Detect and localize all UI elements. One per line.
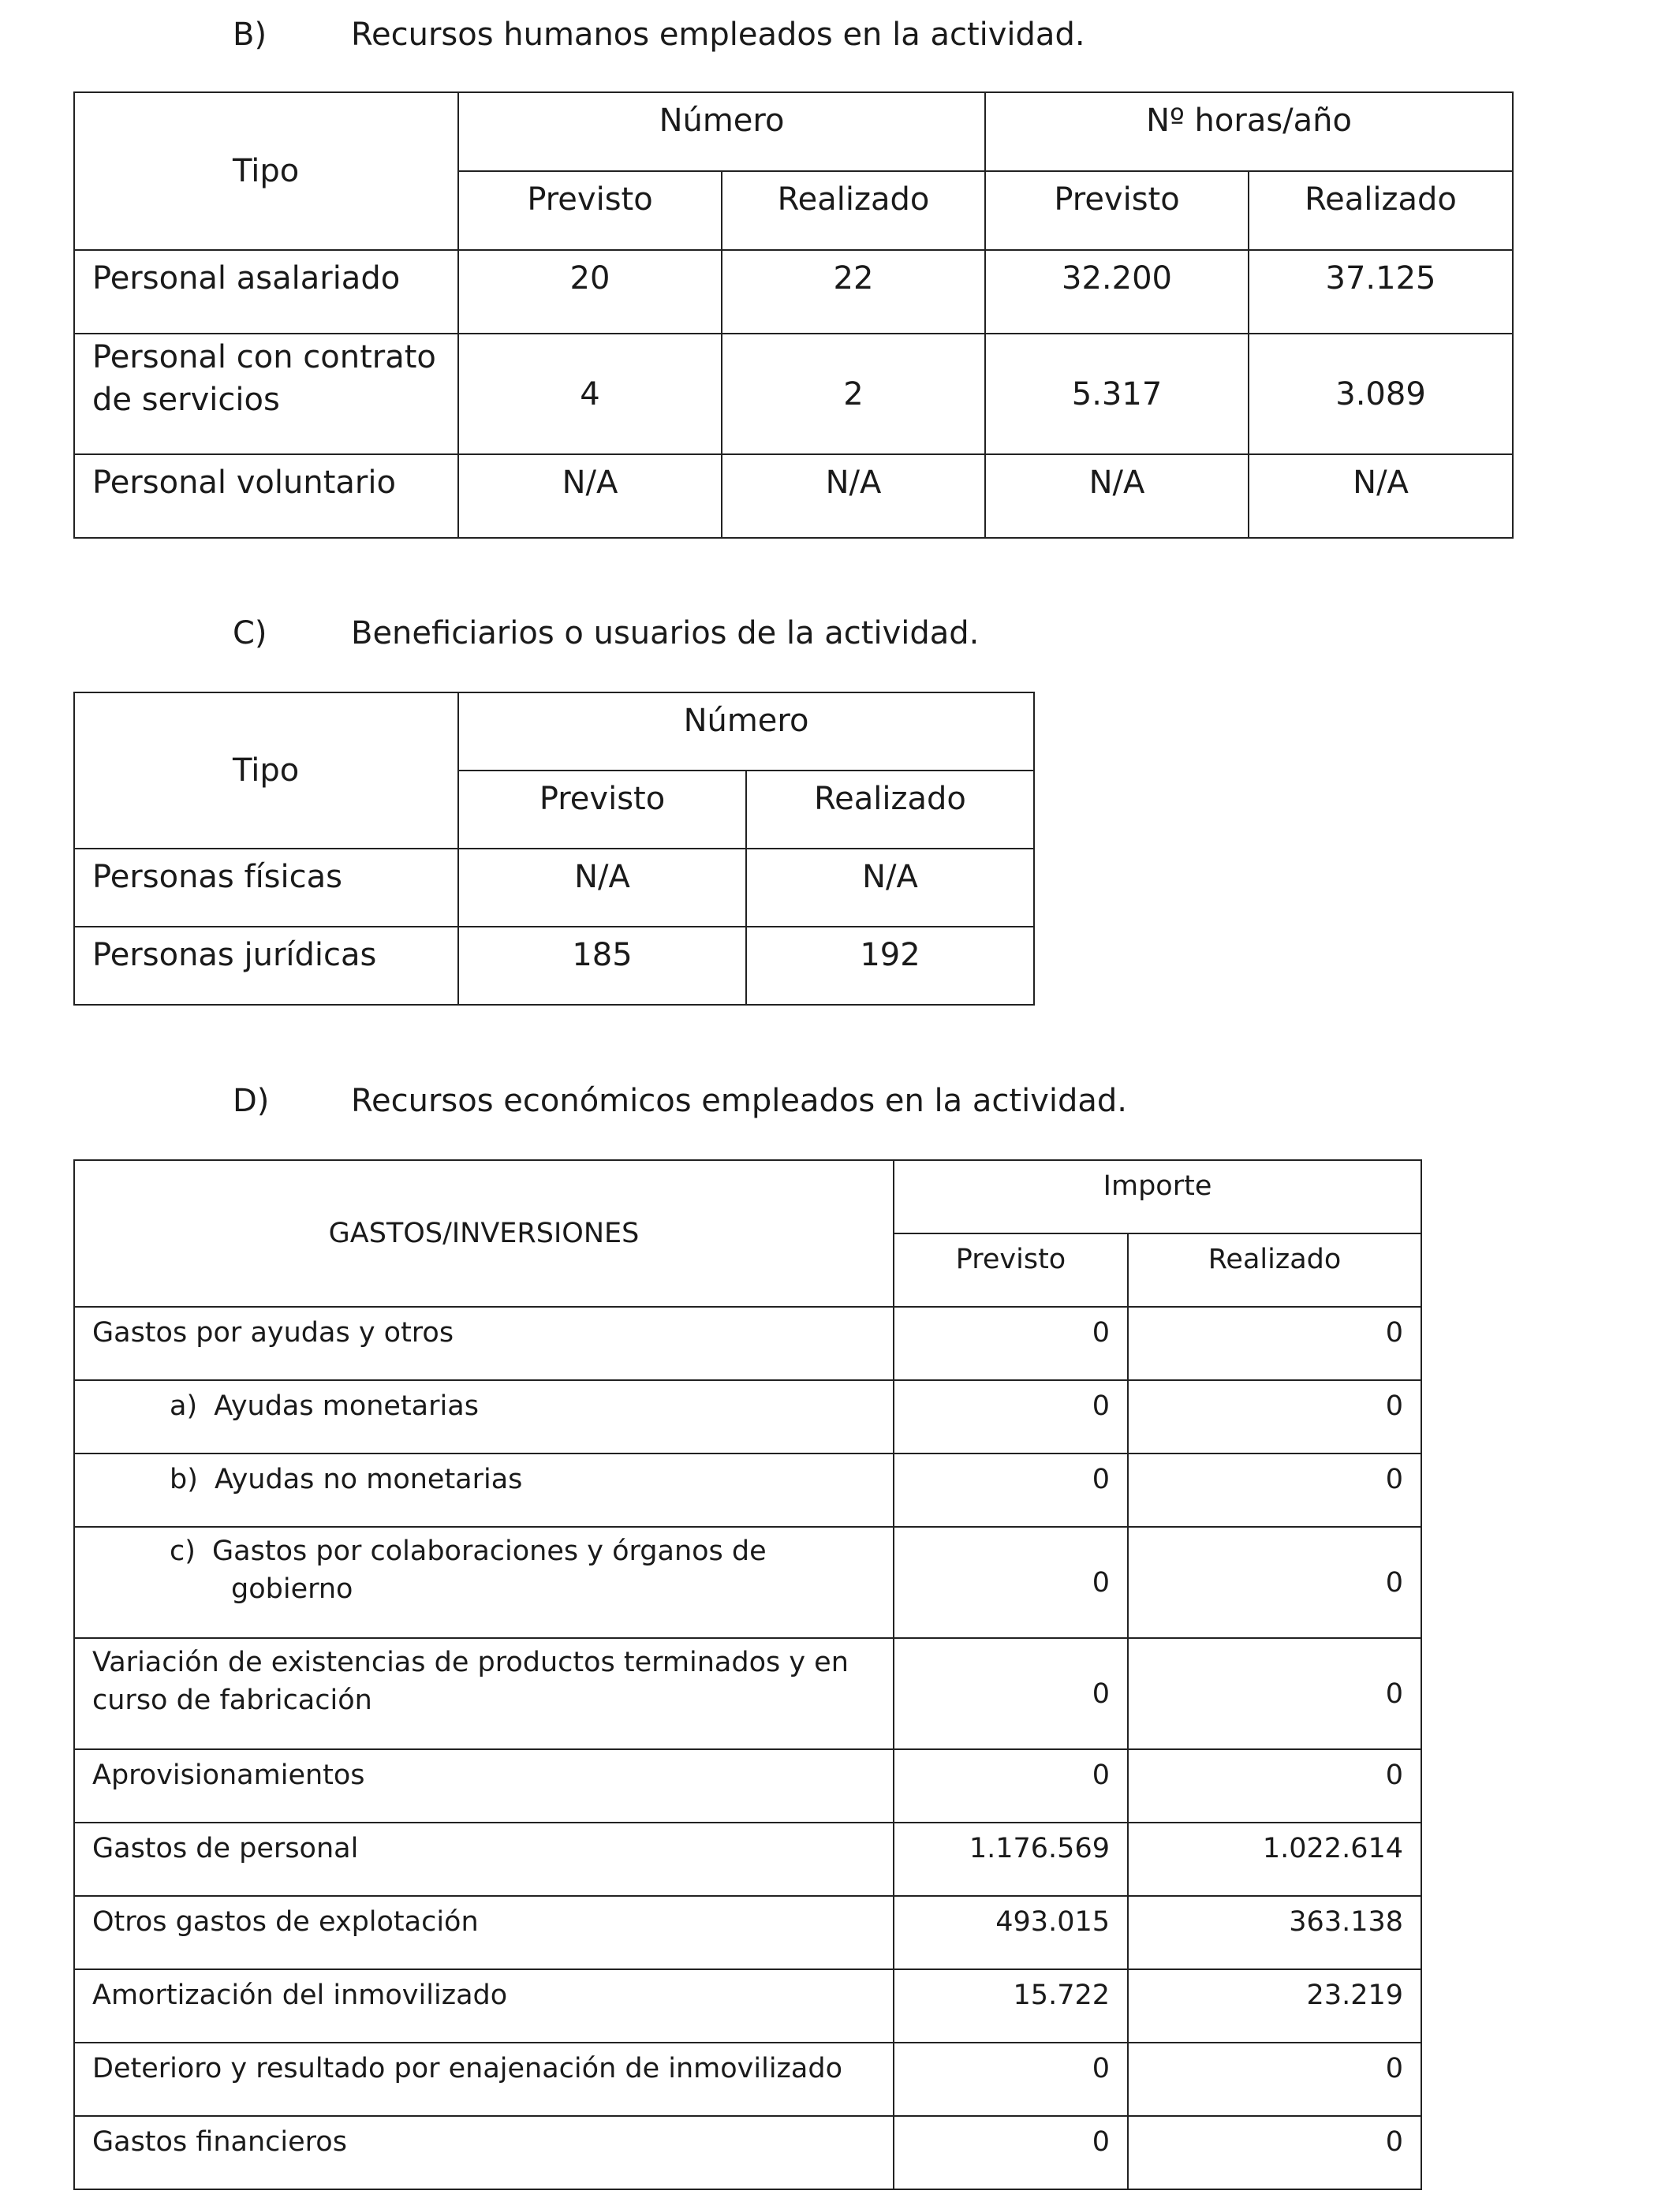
cell-realizado: 0 [1128,2116,1421,2189]
row-label: Otros gastos de explotación [74,1896,894,1969]
cell-num-previsto: N/A [458,454,722,538]
row-label-line1: Variación de existencias de productos terminados y en [92,1647,849,1678]
cell-horas-previsto: 32.200 [985,250,1249,334]
cell-previsto: 185 [458,927,746,1005]
table-row [74,1638,1421,1749]
header-gastos-inversiones: GASTOS/INVERSIONES [74,1160,894,1307]
row-label: Gastos por ayudas y otros [74,1307,894,1380]
cell-horas-realizado: 3.089 [1249,334,1513,454]
table-row [74,454,1513,538]
table-row [74,250,1513,334]
row-label [74,1638,894,1749]
section-b-letter: B) [233,17,267,53]
table-row [74,1896,1421,1969]
cell-horas-realizado: N/A [1249,454,1513,538]
economic-resources-table [73,1159,1422,2190]
cell-realizado: 0 [1128,1749,1421,1823]
header-importe: Importe [894,1160,1421,1233]
row-label-text: Ayudas monetarias [214,1390,479,1422]
cell-num-realizado: N/A [722,454,985,538]
row-label-line2: gobierno [231,1573,353,1605]
row-label-line1: Personal con contrato [92,339,436,375]
row-label: Aprovisionamientos [74,1749,894,1823]
table-row [74,1969,1421,2043]
row-label-text: Ayudas no monetarias [215,1464,523,1495]
header-tipo: Tipo [74,92,458,250]
human-resources-table [73,91,1514,539]
row-label: Deterioro y resultado por enajenación de inmovilizado [74,2043,894,2116]
row-label [74,1454,894,1527]
cell-previsto: 0 [894,1749,1128,1823]
section-c-letter: C) [233,615,267,651]
header-tipo: Tipo [74,692,458,849]
cell-realizado: N/A [746,849,1034,927]
table-row [74,849,1034,927]
cell-previsto: 493.015 [894,1896,1128,1969]
header-previsto: Previsto [458,771,746,849]
section-b-title: Recursos humanos empleados en la actividad. [351,17,1085,53]
cell-horas-previsto: 5.317 [985,334,1249,454]
cell-realizado: 0 [1128,1307,1421,1380]
table-row [74,1307,1421,1380]
cell-realizado: 0 [1128,1454,1421,1527]
cell-realizado: 0 [1128,1380,1421,1454]
header-horas-realizado: Realizado [1249,171,1513,250]
section-d-title: Recursos económicos empleados en la actividad. [351,1083,1127,1119]
cell-num-previsto: 20 [458,250,722,334]
cell-num-realizado: 22 [722,250,985,334]
section-c-title: Beneficiarios o usuarios de la actividad. [351,615,980,651]
row-mark: b) [170,1464,198,1495]
row-label: Personas físicas [74,849,458,927]
row-label [74,1380,894,1454]
cell-realizado: 23.219 [1128,1969,1421,2043]
row-label-line2: curso de fabricación [92,1685,372,1716]
row-label: Personal voluntario [74,454,458,538]
header-numero: Número [458,92,985,171]
row-mark: a) [170,1390,198,1422]
header-num-realizado: Realizado [722,171,985,250]
section-d-letter: D) [233,1083,270,1119]
row-label-line2: de servicios [92,382,280,418]
cell-realizado: 192 [746,927,1034,1005]
row-label [74,1527,894,1638]
cell-previsto: N/A [458,849,746,927]
row-label-line1: Gastos por colaboraciones y órganos de [212,1536,767,1567]
cell-previsto: 0 [894,1638,1128,1749]
cell-realizado: 0 [1128,1638,1421,1749]
row-label: Gastos financieros [74,2116,894,2189]
table-row [74,334,1513,454]
table-row [74,1749,1421,1823]
table-row [74,1454,1421,1527]
cell-horas-realizado: 37.125 [1249,250,1513,334]
cell-horas-previsto: N/A [985,454,1249,538]
table-row [74,1380,1421,1454]
cell-previsto: 0 [894,1527,1128,1638]
cell-previsto: 0 [894,2116,1128,2189]
header-previsto: Previsto [894,1233,1128,1307]
cell-realizado: 0 [1128,2043,1421,2116]
cell-previsto: 0 [894,2043,1128,2116]
table-row [74,1527,1421,1638]
cell-realizado: 363.138 [1128,1896,1421,1969]
cell-previsto: 0 [894,1307,1128,1380]
header-realizado: Realizado [746,771,1034,849]
header-num-previsto: Previsto [458,171,722,250]
table-row [74,1823,1421,1896]
table-row [74,2116,1421,2189]
cell-previsto: 0 [894,1380,1128,1454]
row-label: Gastos de personal [74,1823,894,1896]
row-label: Personal asalariado [74,250,458,334]
row-mark: c) [170,1536,196,1567]
header-horas: Nº horas/año [985,92,1513,171]
cell-previsto: 15.722 [894,1969,1128,2043]
table-row [74,927,1034,1005]
cell-previsto: 1.176.569 [894,1823,1128,1896]
table-row [74,2043,1421,2116]
beneficiaries-table [73,692,1035,1006]
header-realizado: Realizado [1128,1233,1421,1307]
cell-realizado: 1.022.614 [1128,1823,1421,1896]
row-label [74,334,458,454]
header-horas-previsto: Previsto [985,171,1249,250]
header-numero: Número [458,692,1034,771]
cell-realizado: 0 [1128,1527,1421,1638]
cell-num-realizado: 2 [722,334,985,454]
row-label: Personas jurídicas [74,927,458,1005]
cell-num-previsto: 4 [458,334,722,454]
cell-previsto: 0 [894,1454,1128,1527]
row-label: Amortización del inmovilizado [74,1969,894,2043]
